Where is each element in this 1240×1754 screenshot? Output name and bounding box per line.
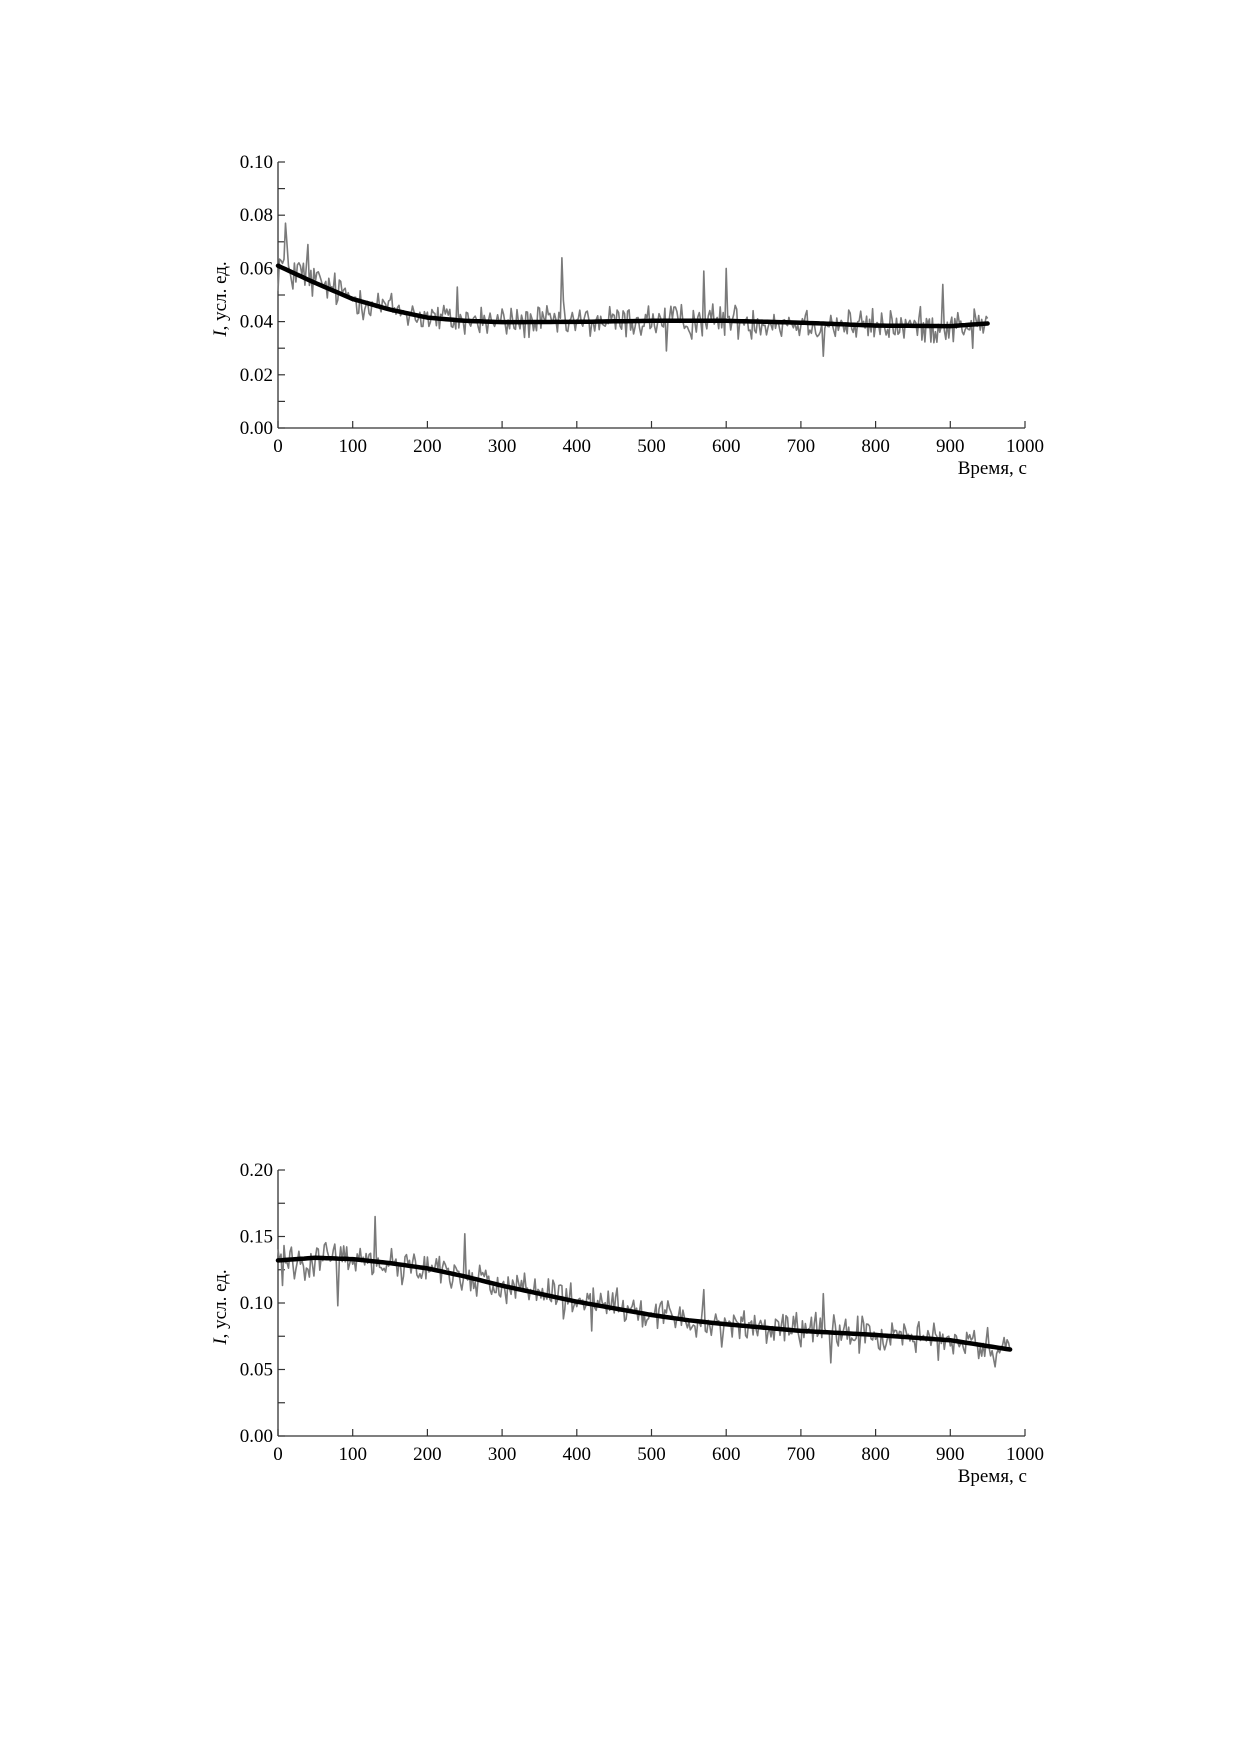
x-tick-label: 1000 — [1006, 436, 1044, 457]
x-axis-label: Время, с — [957, 458, 1027, 479]
series-raw-line — [278, 1217, 1010, 1367]
x-axis-label: Время, с — [957, 1466, 1027, 1487]
x-tick-label: 0 — [273, 1444, 283, 1465]
x-tick-label: 200 — [413, 436, 442, 457]
y-tick-label: 0.00 — [239, 1426, 273, 1447]
x-tick-label: 400 — [562, 436, 592, 457]
x-tick-label: 0 — [273, 436, 283, 457]
x-tick-label: 700 — [786, 1444, 816, 1465]
chart-bottom — [210, 1160, 1044, 1487]
y-axis-label: I, усл. ед. — [210, 261, 231, 337]
x-tick-label: 1000 — [1006, 1444, 1044, 1465]
series-raw-line — [278, 223, 988, 356]
x-tick-label: 700 — [786, 436, 816, 457]
y-tick-label: 0.05 — [239, 1359, 273, 1381]
y-axis-label: I, усл. ед. — [210, 1269, 231, 1345]
y-tick-label: 0.06 — [239, 258, 273, 280]
y-tick-label: 0.15 — [239, 1226, 273, 1248]
x-tick-label: 900 — [936, 1444, 965, 1465]
y-tick-label: 0.04 — [239, 311, 273, 333]
x-tick-label: 600 — [711, 1444, 741, 1465]
x-tick-label: 300 — [487, 1444, 517, 1465]
x-tick-label: 600 — [711, 436, 741, 457]
y-tick-label: 0.02 — [239, 364, 273, 386]
x-tick-label: 500 — [637, 436, 666, 457]
y-tick-label: 0.00 — [239, 418, 273, 439]
y-tick-label: 0.10 — [239, 152, 273, 173]
y-tick-label: 0.08 — [239, 205, 273, 227]
chart-top — [210, 152, 1044, 479]
x-tick-label: 800 — [861, 436, 890, 457]
y-tick-label: 0.20 — [239, 1160, 273, 1181]
x-tick-label: 100 — [338, 436, 367, 457]
x-tick-label: 300 — [487, 436, 517, 457]
x-tick-label: 100 — [338, 1444, 367, 1465]
x-tick-label: 500 — [637, 1444, 666, 1465]
y-tick-label: 0.10 — [239, 1293, 273, 1314]
x-tick-label: 400 — [562, 1444, 592, 1465]
x-tick-label: 200 — [413, 1444, 442, 1465]
x-tick-label: 800 — [861, 1444, 890, 1465]
x-tick-label: 900 — [936, 436, 965, 457]
series-fit-line — [278, 1258, 1010, 1350]
